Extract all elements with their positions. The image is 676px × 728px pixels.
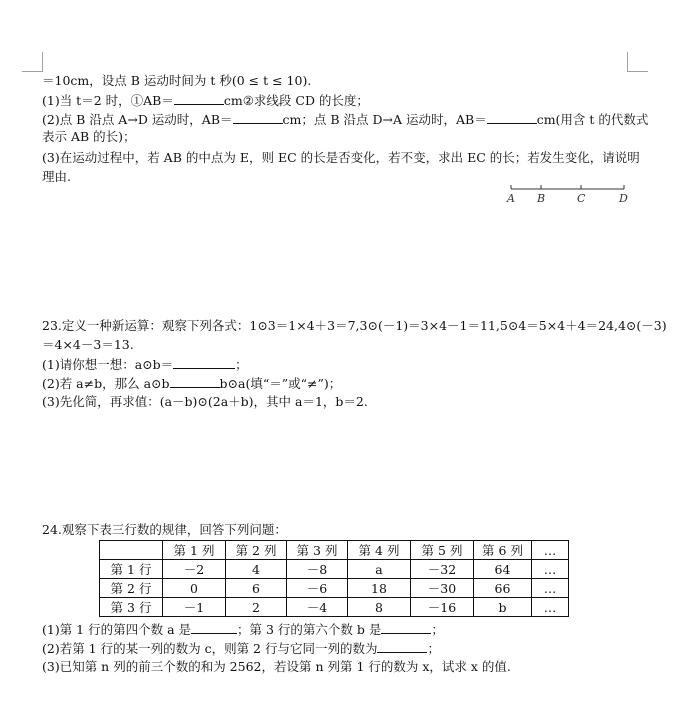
crop-mark-left-horizontal [22, 71, 43, 72]
q24-a-blank[interactable] [191, 621, 237, 634]
q24-c-blank[interactable] [377, 640, 427, 653]
q24-part2-text-a: (2)若第 1 行的某一列的数为 c，则第 2 行与它同一列的数为 [42, 641, 378, 656]
point-label-b: B [537, 192, 546, 205]
crop-mark-right-vertical [627, 52, 628, 72]
q24-intro: 24.观察下表三行数的规律，回答下列问题： [42, 522, 287, 537]
header-cell [100, 541, 163, 560]
point-label-a: A [507, 192, 515, 205]
q23-part3: (3)先化简，再求值：(a－b)⊙(2a＋b)，其中 a＝1，b＝2. [42, 394, 368, 409]
header-cell: 第 1 列 [163, 541, 226, 560]
q22-ab-a-to-d-blank[interactable] [233, 111, 283, 124]
q22-part2-text-b: cm；点 B 沿点 D→A 运动时，AB＝ [282, 112, 487, 127]
number-pattern-table [99, 540, 569, 617]
q24-part3: (3)已知第 n 列的前三个数的和为 2562，若设第 n 列第 1 行的数为 x，试求 x 的值. [42, 659, 511, 674]
q22-part1-text-b: cm②求线段 CD 的长度； [223, 93, 369, 108]
header-cell: 第 6 列 [474, 541, 532, 560]
q23-part1 [42, 356, 248, 373]
q23-line1: 23.定义一种新运算：观察下列各式：1⊙3＝1×4＋3＝7,3⊙(－1)＝3×4－1＝11,5⊙4＝5×4＋4＝24,4⊙(－3) [42, 318, 667, 333]
q22-part2 [42, 111, 648, 128]
q23-compare-blank[interactable] [170, 375, 220, 388]
table-cell: a [348, 560, 411, 579]
table-cell: －30 [411, 579, 474, 598]
q22-part2-text-a: (2)点 B 沿点 A→D 运动时，AB＝ [42, 112, 233, 127]
q22-part1 [42, 92, 369, 109]
table-cell: －32 [411, 560, 474, 579]
point-label-d: D [619, 192, 628, 205]
q23-line2: ＝4×4－3＝13. [42, 337, 134, 352]
table-cell: 6 [226, 579, 287, 598]
header-cell: 第 3 列 [287, 541, 348, 560]
table-cell: … [532, 598, 569, 617]
table-cell: －8 [287, 560, 348, 579]
q23-part2-text-b: b⊙a(填“＝”或“≠”)； [219, 376, 342, 391]
q24-part2-text-b: ； [427, 641, 440, 656]
header-cell: … [532, 541, 569, 560]
point-label-c: C [577, 192, 586, 205]
q23-part2 [42, 375, 341, 392]
table-cell: 2 [226, 598, 287, 617]
q23-part2-text-a: (2)若 a≠b，那么 a⊙b [42, 376, 170, 391]
segment-diagram [505, 182, 630, 208]
header-cell: 第 4 列 [348, 541, 411, 560]
table-cell: 第 3 行 [100, 598, 163, 617]
q23-part1-text-a: (1)请你想一想：a⊙b＝ [42, 357, 174, 372]
table-cell: … [532, 560, 569, 579]
q24-part1 [42, 621, 444, 638]
header-cell: 第 5 列 [411, 541, 474, 560]
header-cell: 第 2 列 [226, 541, 287, 560]
table-cell: －16 [411, 598, 474, 617]
table-cell: 66 [474, 579, 532, 598]
table-cell: －1 [163, 598, 226, 617]
table-cell: 第 2 行 [100, 579, 163, 598]
q24-b-blank[interactable] [381, 621, 431, 634]
table-cell: －6 [287, 579, 348, 598]
table-cell: 第 1 行 [100, 560, 163, 579]
table-cell: 8 [348, 598, 411, 617]
table-cell: 0 [163, 579, 226, 598]
q22-part3: (3)在运动过程中，若 AB 的中点为 E，则 EC 的长是否变化，若不变，求出 EC 的长；若发生变化，请说明 [42, 150, 640, 165]
crop-mark-right-horizontal [627, 71, 648, 72]
table-header-row [100, 541, 569, 560]
table-row [100, 579, 569, 598]
table-cell: －4 [287, 598, 348, 617]
q24-part1-text-b: ；第 3 行的第六个数 b 是 [237, 622, 382, 637]
table-cell: －2 [163, 560, 226, 579]
table-row [100, 598, 569, 617]
q22-ab-d-to-a-blank[interactable] [487, 111, 537, 124]
q22-line1: ＝10cm，设点 B 运动时间为 t 秒(0 ≤ t ≤ 10). [42, 73, 312, 88]
table-cell: … [532, 579, 569, 598]
table-row [100, 560, 569, 579]
crop-mark-left-vertical [42, 52, 43, 72]
q22-part1-text-a: (1)当 t＝2 时，①AB＝ [42, 93, 174, 108]
q24-part1-text-a: (1)第 1 行的第四个数 a 是 [42, 622, 192, 637]
q22-part2-text-c: cm(用含 t 的代数式 [536, 112, 649, 127]
q22-part3-cont: 理由. [42, 169, 71, 184]
q23-part1-text-b: ； [235, 357, 248, 372]
table-cell: 4 [226, 560, 287, 579]
table-cell: b [474, 598, 532, 617]
table-cell: 18 [348, 579, 411, 598]
table-cell: 64 [474, 560, 532, 579]
q22-part2-cont: 表示 AB 的长)； [42, 129, 136, 144]
q23-aob-blank[interactable] [173, 356, 235, 369]
q24-part1-text-c: ； [431, 622, 444, 637]
q24-part2 [42, 640, 440, 657]
q22-ab-blank[interactable] [174, 92, 224, 105]
